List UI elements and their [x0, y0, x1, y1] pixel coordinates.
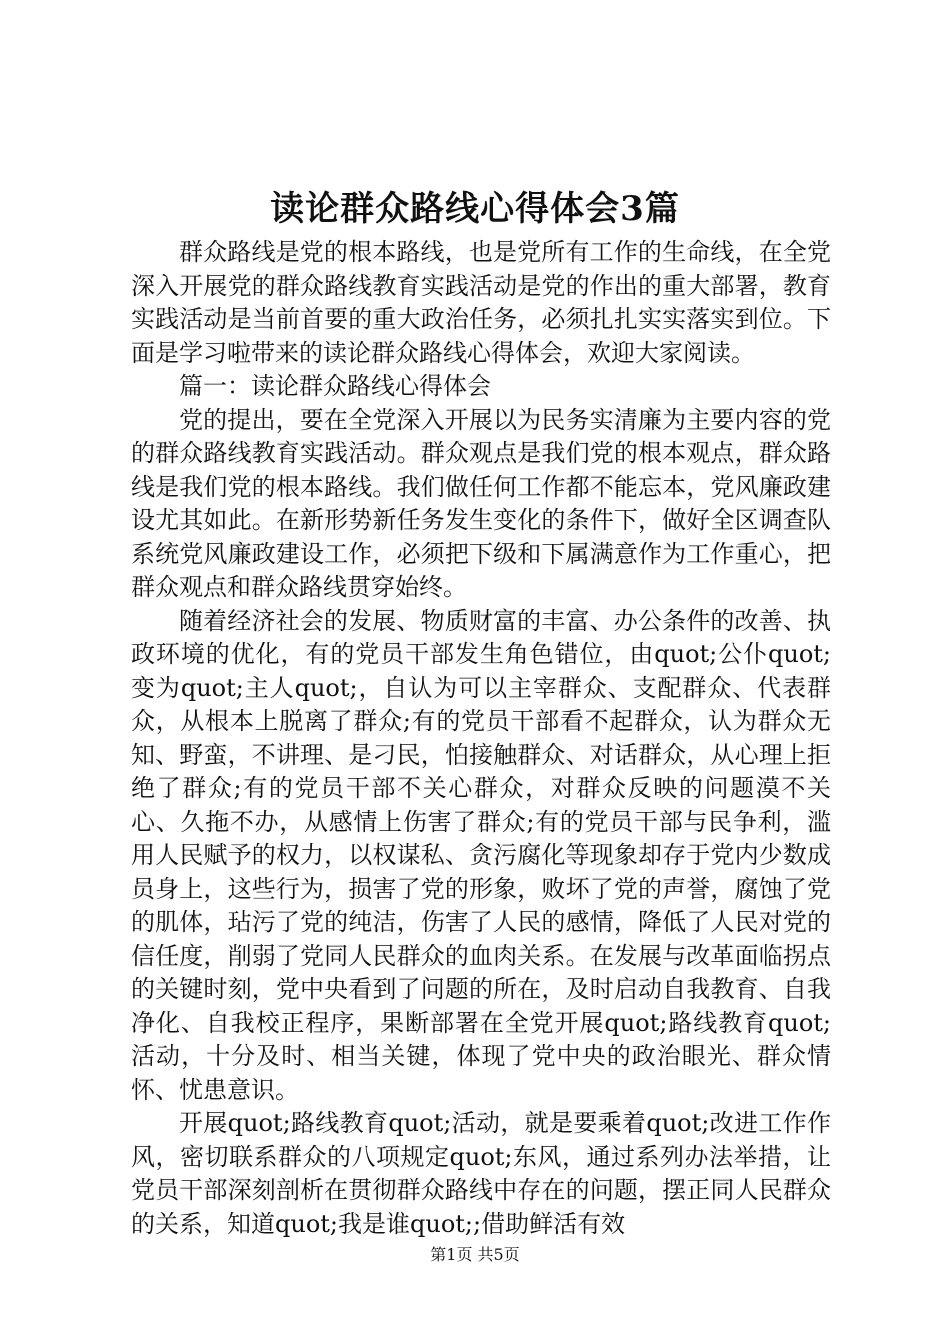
page-footer: 第1页 共5页 — [430, 1245, 520, 1264]
section-heading: 篇一：读论群众路线心得体会 — [179, 372, 491, 400]
body-paragraph: 随着经济社会的发展、物质财富的丰富、办公条件的改善、执政环境的优化，有的党员干部发生角色错位，由quot;公仆quot;变为quot;主人quot;，自认为可以主宰群众、支配群众、代表群众，从根本上脱离了群众;有的党员干部看不起群众，认为群众无知、野蛮，不讲理、是刁民，怕接触群众、对话群众，从心理上拒绝了群众;有的党员干部不关心群众，对群众反映的问题漠不关心、久拖不办，从感情上伤害了群众;有的党员干部与民争利，滥用人民赋予的权力，以权谋私、贪污腐化等现象却存于党内少数成员身上，这些行为，损害了党的形象，败坏了党的声誉，腐蚀了党的肌体，玷污了党的纯洁，伤害了人民的感情，降低了人民对党的信任度，削弱了党同人民群众的血肉关系。在发展与改革面临拐点的关键时刻，党中央看到了问题的所在，及时启动自我教育、自我净化、自我校正程序，果断部署在全党开展quot;路线教育quot;活动，十分及时、相当关键，体现了党中央的政治眼光、群众情怀、忧患意识。 — [131, 606, 831, 1104]
intro-paragraph: 群众路线是党的根本路线，也是党所有工作的生命线，在全党深入开展党的群众路线教育实践活动是党的作出的重大部署，教育实践活动是当前首要的重大政治任务，必须扎扎实实落实到位。下面是学习啦带来的读论群众路线心得体会，欢迎大家阅读。 — [131, 238, 831, 367]
body-paragraph: 开展quot;路线教育quot;活动，就是要乘着quot;改进工作作风，密切联系群众的八项规定quot;东风，通过系列办法举措，让党员干部深刻剖析在贯彻群众路线中存在的问题，摆正同人民群众的关系，知道quot;我是谁quot;;借助鲜活有效 — [131, 1109, 831, 1238]
body-paragraph: 党的提出，要在全党深入开展以为民务实清廉为主要内容的党的群众路线教育实践活动。群众观点是我们党的根本观点，群众路线是我们党的根本路线。我们做任何工作都不能忘本，党风廉政建设尤其如此。在新形势新任务发生变化的条件下，做好全区调查队系统党风廉政建设工作，必须把下级和下属满意作为工作重心，把群众观点和群众路线贯穿始终。 — [131, 405, 831, 601]
document-title: 读论群众路线心得体会3篇 — [270, 189, 680, 229]
document-body — [131, 236, 831, 1241]
